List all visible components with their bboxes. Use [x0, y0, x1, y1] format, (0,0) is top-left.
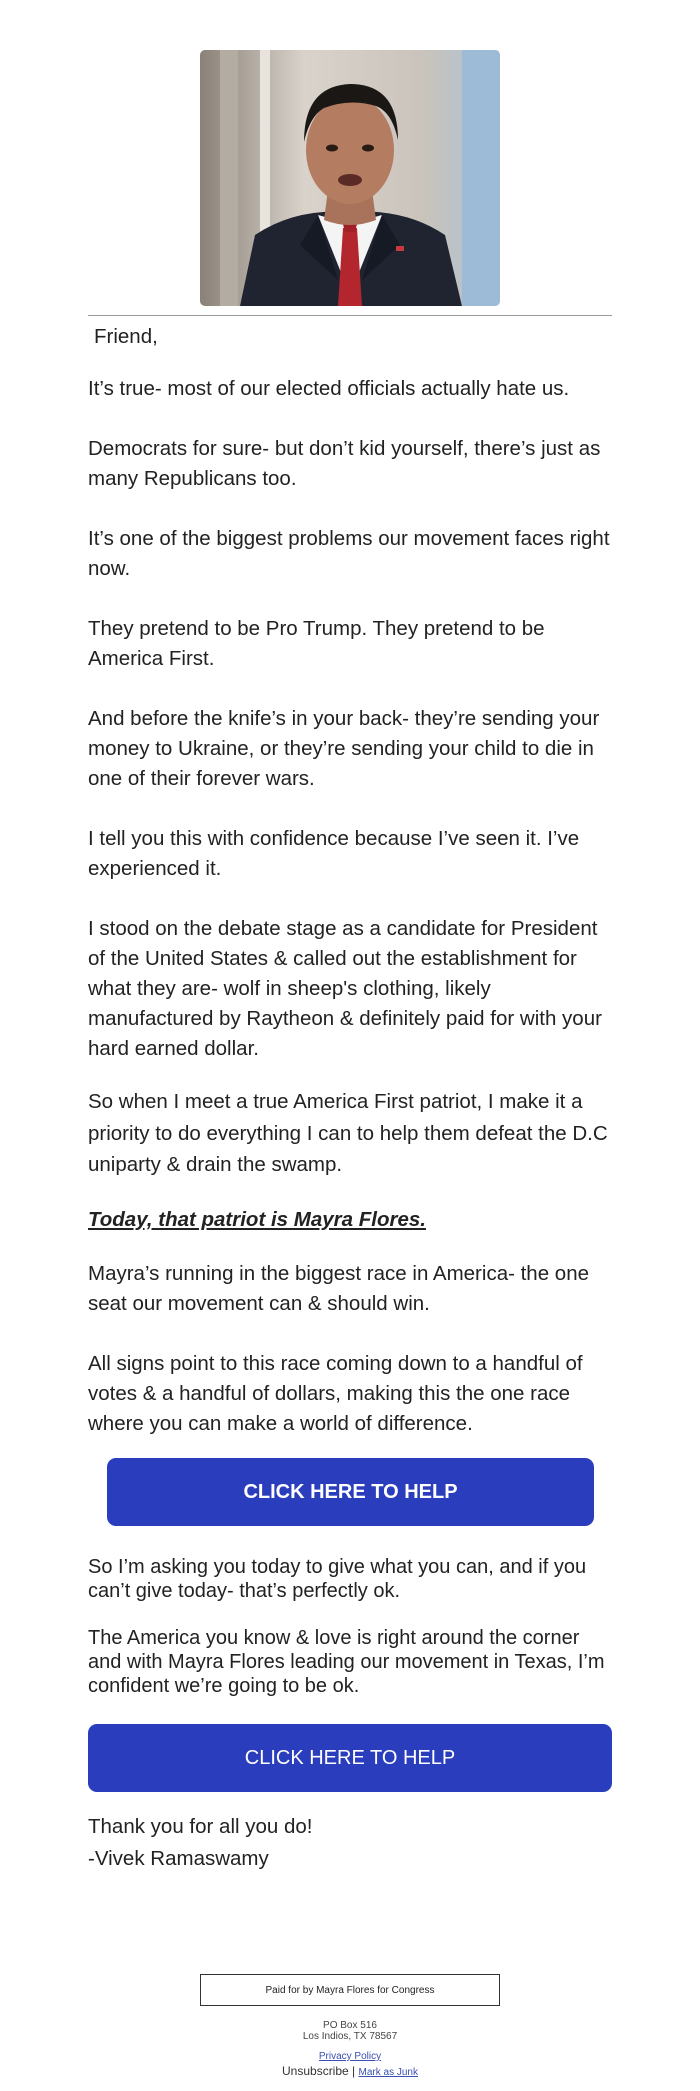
help-button-primary[interactable]: CLICK HERE TO HELP — [107, 1458, 594, 1526]
emphasis-heading: Today, that patriot is Mayra Flores. — [88, 1207, 426, 1231]
appeal-text — [88, 1555, 618, 1721]
body-paragraph: I stood on the debate stage as a candidate for President of the United States & called out the establishment for what they are- wolf in sheep's clothing, likely manufactured by Raytheon & definitely paid for with your hard earned dollar. — [88, 917, 602, 1060]
separator: | — [352, 2064, 356, 2078]
help-button-secondary[interactable]: CLICK HERE TO HELP — [88, 1724, 612, 1792]
sign-off — [88, 1811, 618, 1875]
mark-as-junk-link[interactable]: Mark as Junk — [358, 2067, 418, 2078]
body-paragraph: And before the knife’s in your back- they’re sending your money to Ukraine, or they’re sending your child to die in one of their forever wars. — [88, 707, 600, 790]
header-photo — [200, 50, 500, 306]
mailing-address — [0, 2020, 700, 2042]
body-paragraph: I tell you this with confidence because I’ve seen it. I’ve experienced it. — [88, 827, 580, 880]
header-divider — [88, 315, 612, 316]
portrait-image — [200, 50, 500, 306]
body-paragraph: Democrats for sure- but don’t kid yourself, there’s just as many Republicans too. — [88, 437, 601, 490]
body-paragraph: It’s true- most of our elected officials actually hate us. — [88, 377, 570, 400]
body-paragraph: So when I meet a true America First patriot, I make it a priority to do everything I can to help them defeat the D.C uniparty & drain the swamp. — [88, 1090, 608, 1176]
body-paragraph: All signs point to this race coming down to a handful of votes & a handful of dollars, making this the one race where you can make a world of difference. — [88, 1351, 583, 1435]
signature: -Vivek Ramaswamy — [88, 1847, 269, 1870]
unsubscribe-row — [0, 2064, 700, 2078]
address-line: Los Indios, TX 78567 — [302, 2031, 398, 2042]
privacy-policy-link[interactable]: Privacy Policy — [318, 2051, 382, 2062]
footer-links — [0, 2050, 700, 2064]
body-paragraph: They pretend to be Pro Trump. They pretend to be America First. — [88, 617, 545, 670]
body-paragraph: So I’m asking you today to give what you can, and if you can’t give today- that’s perfectly ok. — [88, 1556, 587, 1602]
greeting: Friend, — [94, 325, 158, 348]
body-paragraph: Mayra’s running in the biggest race in America- the one seat our movement can & should win. — [88, 1261, 590, 1315]
closing-line: Thank you for all you do! — [88, 1815, 313, 1838]
unsubscribe-link[interactable]: Unsubscribe — [282, 2064, 349, 2078]
email-body — [88, 322, 618, 1469]
body-paragraph: It’s one of the biggest problems our movement faces right now. — [88, 527, 610, 580]
address-line: PO Box 516 — [323, 2020, 377, 2031]
paid-for-disclaimer: Paid for by Mayra Flores for Congress — [200, 1974, 500, 2006]
body-paragraph: The America you know & love is right around the corner and with Mayra Flores leading our movement in Texas, I’m confident we’re going to be ok. — [88, 1627, 605, 1697]
